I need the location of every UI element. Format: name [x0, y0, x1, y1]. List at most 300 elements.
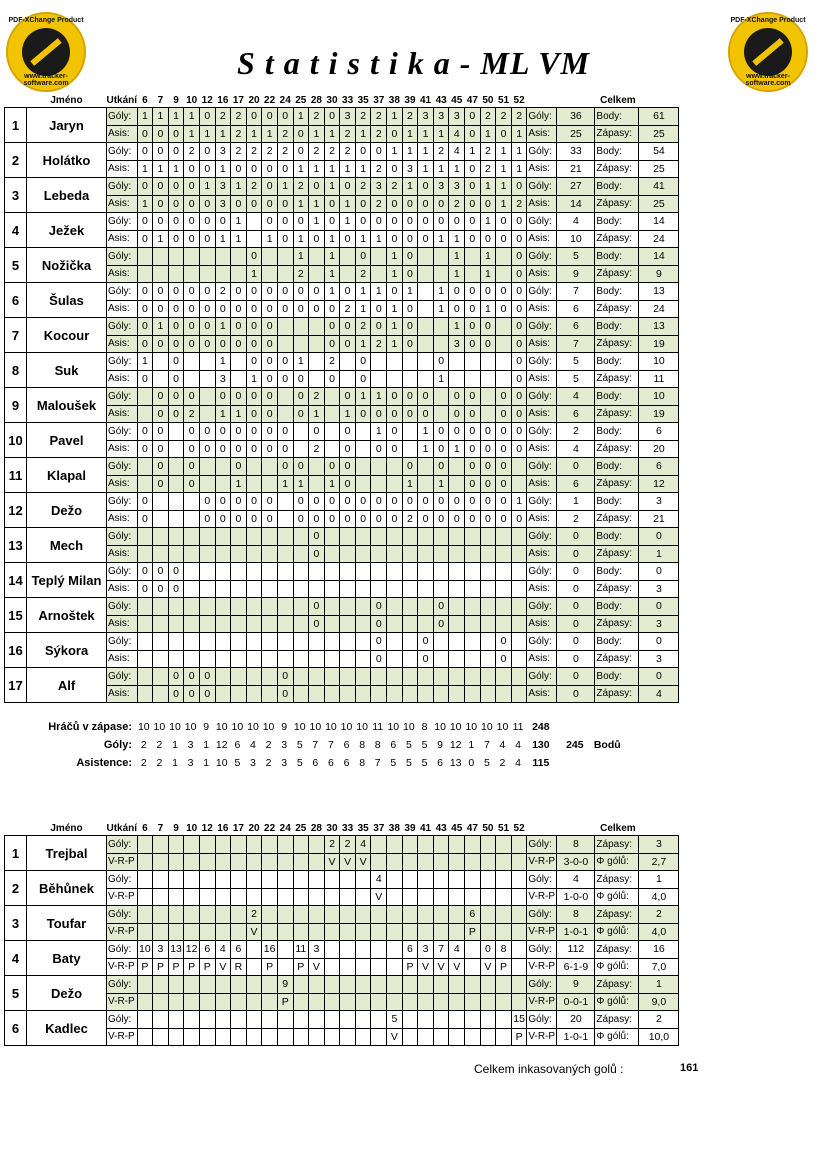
row-label: Góly:	[107, 668, 138, 686]
match-cell	[480, 976, 496, 994]
match-cell	[465, 370, 481, 388]
match-cell: 2	[371, 160, 387, 178]
total-label: Góly:	[527, 871, 557, 889]
player-row	[5, 108, 679, 126]
match-cell: 0	[480, 195, 496, 213]
match-cell: 0	[246, 423, 262, 441]
match-cell	[511, 923, 527, 941]
match-cell: 0	[418, 213, 434, 231]
match-cell: 0	[153, 283, 169, 301]
match-cell	[340, 958, 356, 976]
match-cell	[153, 976, 169, 994]
match-cell: 0	[168, 388, 184, 406]
match-cell: 0	[153, 388, 169, 406]
total-label: Góly:	[527, 178, 557, 196]
match-cell	[433, 923, 449, 941]
summary-label: Zápasy:	[595, 510, 639, 528]
summary-value: 8	[421, 721, 428, 733]
player-name: Mech	[27, 528, 107, 563]
match-cell	[340, 923, 356, 941]
match-cell	[340, 615, 356, 633]
match-cell	[387, 475, 403, 493]
match-cell	[153, 685, 169, 703]
match-cell: 0	[418, 650, 434, 668]
match-cell	[246, 545, 262, 563]
match-cell: 0	[262, 300, 278, 318]
match-cell	[387, 993, 403, 1011]
match-cell	[433, 1028, 449, 1046]
summary-label: Φ gólů:	[595, 853, 639, 871]
match-number: 28	[310, 94, 322, 106]
player-name: Holátko	[27, 143, 107, 178]
match-cell: 0	[309, 545, 325, 563]
match-cell	[153, 888, 169, 906]
match-cell	[231, 563, 247, 581]
match-cell: 0	[153, 213, 169, 231]
match-cell: 0	[465, 230, 481, 248]
match-cell: 0	[465, 318, 481, 336]
match-cell	[246, 993, 262, 1011]
match-cell: 0	[231, 195, 247, 213]
match-cell: 0	[402, 230, 418, 248]
match-cell	[262, 871, 278, 889]
match-cell: 0	[231, 458, 247, 476]
player-number: 10	[5, 423, 27, 458]
player-number: 2	[5, 143, 27, 178]
match-cell	[153, 545, 169, 563]
match-cell	[215, 685, 231, 703]
match-cell	[480, 853, 496, 871]
player-number: 4	[5, 941, 27, 976]
match-cell: 0	[153, 195, 169, 213]
match-cell	[277, 563, 293, 581]
match-cell	[137, 1028, 153, 1046]
player-number: 9	[5, 388, 27, 423]
summary-value: 10	[153, 721, 166, 733]
player-name: Dežo	[27, 493, 107, 528]
match-cell	[465, 563, 481, 581]
match-cell: 0	[168, 178, 184, 196]
match-cell	[465, 976, 481, 994]
match-cell: 0	[293, 125, 309, 143]
match-cell	[293, 1011, 309, 1029]
match-cell	[402, 685, 418, 703]
match-cell: 7	[433, 941, 449, 959]
stamp-text-bottom: www.tracker-software.com	[745, 73, 791, 87]
match-cell: 0	[184, 195, 200, 213]
match-cell: 0	[184, 668, 200, 686]
match-cell	[465, 248, 481, 266]
row-label: Góly:	[107, 976, 138, 994]
match-cell	[324, 633, 340, 651]
row-label: Asis:	[107, 265, 138, 283]
match-cell: 0	[433, 440, 449, 458]
match-cell: 0	[355, 370, 371, 388]
match-cell: 0	[184, 283, 200, 301]
match-cell: 0	[387, 493, 403, 511]
summary-value: 9	[639, 265, 679, 283]
total-label: Góly:	[527, 353, 557, 371]
total-label: Góly:	[527, 423, 557, 441]
match-cell: 1	[277, 178, 293, 196]
match-cell: V	[480, 958, 496, 976]
match-cell	[465, 633, 481, 651]
match-cell	[293, 906, 309, 924]
match-cell	[277, 1028, 293, 1046]
match-cell	[465, 1028, 481, 1046]
match-cell: 0	[277, 353, 293, 371]
match-cell	[324, 580, 340, 598]
match-cell	[402, 598, 418, 616]
match-cell: 0	[246, 388, 262, 406]
match-cell: 0	[465, 493, 481, 511]
match-cell	[168, 615, 184, 633]
match-cell	[449, 475, 465, 493]
match-cell	[402, 976, 418, 994]
match-cell: 0	[402, 300, 418, 318]
match-cell	[137, 545, 153, 563]
match-cell	[371, 685, 387, 703]
summary-value: 0	[639, 528, 679, 546]
match-cell: 0	[387, 440, 403, 458]
match-cell: 0	[199, 318, 215, 336]
match-cell	[465, 853, 481, 871]
match-cell: 0	[371, 650, 387, 668]
match-cell: 2	[277, 143, 293, 161]
match-cell	[262, 545, 278, 563]
match-cell: 1	[324, 248, 340, 266]
match-cell	[309, 650, 325, 668]
summary-label: Body:	[595, 668, 639, 686]
match-cell	[215, 528, 231, 546]
match-number: 39	[404, 822, 416, 834]
match-cell: 0	[433, 353, 449, 371]
player-row	[5, 458, 679, 476]
match-cell	[246, 615, 262, 633]
summary-value: 10	[184, 721, 197, 733]
match-cell	[277, 510, 293, 528]
match-number: 38	[388, 822, 400, 834]
player-row	[5, 265, 679, 283]
match-cell: P	[153, 958, 169, 976]
match-cell: 1	[293, 230, 309, 248]
player-row	[5, 598, 679, 616]
match-cell	[184, 370, 200, 388]
match-cell: 1	[215, 353, 231, 371]
match-cell	[387, 545, 403, 563]
match-cell: 0	[496, 510, 512, 528]
summary-value: 10	[309, 721, 322, 733]
match-cell	[449, 633, 465, 651]
match-cell	[215, 615, 231, 633]
summary-value: 0	[468, 757, 475, 769]
match-cell	[168, 650, 184, 668]
total-value: 4	[557, 440, 595, 458]
total-label: Góly:	[527, 318, 557, 336]
match-cell: 2	[371, 335, 387, 353]
match-cell: 0	[496, 475, 512, 493]
match-cell	[231, 545, 247, 563]
match-cell: 2	[340, 836, 356, 854]
summary-value: 10	[639, 388, 679, 406]
player-name: Lebeda	[27, 178, 107, 213]
match-cell: 0	[480, 335, 496, 353]
match-cell: 0	[402, 493, 418, 511]
match-cell	[480, 871, 496, 889]
match-cell: 12	[184, 941, 200, 959]
match-cell: 1	[402, 475, 418, 493]
match-cell	[511, 598, 527, 616]
match-cell: 0	[496, 405, 512, 423]
match-cell	[496, 335, 512, 353]
match-cell	[293, 528, 309, 546]
summary-value: 5	[405, 757, 412, 769]
match-cell: 1	[433, 125, 449, 143]
match-cell: 1	[324, 265, 340, 283]
match-cell: 0	[277, 668, 293, 686]
summary-row	[4, 754, 678, 772]
match-cell: 1	[199, 125, 215, 143]
summary-row	[4, 736, 678, 754]
total-value: 0	[557, 650, 595, 668]
match-cell	[199, 265, 215, 283]
summary-spacer	[638, 718, 678, 736]
summary-value: 10	[387, 721, 400, 733]
match-cell: 2	[324, 836, 340, 854]
match-cell	[309, 580, 325, 598]
match-cell: 1	[340, 213, 356, 231]
match-cell: 0	[511, 370, 527, 388]
match-cell: 0	[371, 143, 387, 161]
player-row	[5, 318, 679, 336]
match-cell	[496, 685, 512, 703]
match-cell: 4	[449, 143, 465, 161]
total-label: V-R-P	[527, 923, 557, 941]
total-value: 8	[557, 836, 595, 854]
match-cell: 2	[511, 108, 527, 126]
player-number: 12	[5, 493, 27, 528]
match-cell: 2	[215, 283, 231, 301]
total-label: Góly:	[527, 388, 557, 406]
match-cell: 0	[199, 143, 215, 161]
match-cell	[387, 888, 403, 906]
match-cell: 0	[262, 423, 278, 441]
match-cell: 0	[324, 370, 340, 388]
summary-label: Zápasy:	[595, 836, 639, 854]
match-cell: 0	[449, 493, 465, 511]
match-cell	[137, 475, 153, 493]
match-cell	[449, 871, 465, 889]
match-cell: 0	[418, 230, 434, 248]
match-cell	[387, 580, 403, 598]
match-cell: 1	[231, 213, 247, 231]
match-cell: 0	[340, 493, 356, 511]
match-cell	[355, 615, 371, 633]
match-cell: 1	[355, 388, 371, 406]
match-cell: 0	[137, 563, 153, 581]
match-cell: 0	[168, 370, 184, 388]
match-cell	[324, 563, 340, 581]
match-cell: 0	[262, 195, 278, 213]
match-cell	[433, 836, 449, 854]
match-cell	[153, 836, 169, 854]
match-cell	[246, 633, 262, 651]
match-cell: 4	[371, 871, 387, 889]
match-cell: 0	[371, 615, 387, 633]
match-cell: 1	[433, 160, 449, 178]
summary-label: Body:	[595, 213, 639, 231]
total-value: 0	[557, 615, 595, 633]
match-cell	[309, 318, 325, 336]
total-value: 5	[557, 248, 595, 266]
match-cell	[371, 853, 387, 871]
match-cell	[199, 888, 215, 906]
summary-value: 10	[434, 721, 446, 733]
total-label: Asis:	[527, 125, 557, 143]
match-cell	[371, 836, 387, 854]
match-cell	[418, 1028, 434, 1046]
match-cell	[324, 650, 340, 668]
summary-value: 5	[421, 739, 428, 751]
match-cell: 0	[262, 370, 278, 388]
match-cell: 0	[418, 633, 434, 651]
match-cell: 0	[433, 458, 449, 476]
row-label: Góly:	[107, 458, 138, 476]
match-cell: 1	[355, 125, 371, 143]
match-cell: 0	[355, 143, 371, 161]
total-value: 6	[557, 405, 595, 423]
match-cell	[137, 685, 153, 703]
match-cell	[387, 598, 403, 616]
match-cell	[433, 248, 449, 266]
summary-value: 9,0	[639, 993, 679, 1011]
match-cell: 1	[480, 265, 496, 283]
total-value: 1-0-1	[557, 1028, 595, 1046]
match-cell	[153, 650, 169, 668]
match-cell: 0	[168, 195, 184, 213]
summary-value: 6	[328, 757, 334, 769]
match-cell	[340, 1011, 356, 1029]
match-cell: 0	[153, 143, 169, 161]
match-cell: 0	[309, 528, 325, 546]
match-cell: 0	[231, 160, 247, 178]
row-label: Asis:	[107, 405, 138, 423]
match-cell	[215, 475, 231, 493]
summary-value: 9	[437, 739, 443, 751]
match-cell	[511, 958, 527, 976]
match-cell	[465, 545, 481, 563]
match-number: 52	[513, 822, 525, 834]
match-number: 7	[157, 822, 164, 834]
summary-value: 13	[639, 318, 679, 336]
match-cell	[418, 265, 434, 283]
summary-value: 20	[639, 440, 679, 458]
match-cell	[371, 1028, 387, 1046]
summary-value: 2	[156, 757, 163, 769]
match-cell: 0	[511, 213, 527, 231]
match-cell: 0	[293, 213, 309, 231]
match-cell	[465, 958, 481, 976]
match-cell	[277, 545, 293, 563]
total-label: V-R-P	[527, 1028, 557, 1046]
header-row	[5, 93, 679, 108]
match-cell	[387, 353, 403, 371]
match-number: 12	[201, 822, 213, 834]
match-cell: 0	[355, 353, 371, 371]
match-cell	[137, 976, 153, 994]
stamp-text-top: PDF-XChange Product	[8, 17, 84, 24]
match-cell	[371, 353, 387, 371]
player-row	[5, 213, 679, 231]
match-cell: 0	[246, 195, 262, 213]
match-cell	[153, 923, 169, 941]
player-number: 14	[5, 563, 27, 598]
match-cell	[340, 906, 356, 924]
match-cell	[184, 563, 200, 581]
match-cell	[387, 853, 403, 871]
match-cell	[496, 248, 512, 266]
summary-value: 7,0	[639, 958, 679, 976]
match-cell: 3	[215, 143, 231, 161]
match-cell	[449, 1028, 465, 1046]
match-cell	[480, 685, 496, 703]
match-cell	[293, 923, 309, 941]
match-cell: 1	[231, 405, 247, 423]
match-cell	[199, 248, 215, 266]
header-matches: Utkání	[106, 822, 138, 834]
match-cell: 0	[324, 108, 340, 126]
total-label: Góly:	[527, 976, 557, 994]
player-row	[5, 976, 679, 994]
match-cell: 0	[402, 318, 418, 336]
match-cell: 0	[496, 300, 512, 318]
row-label: Asis:	[107, 300, 138, 318]
player-row	[5, 405, 679, 423]
match-cell: 1	[449, 265, 465, 283]
summary-label: Zápasy:	[595, 650, 639, 668]
match-cell	[277, 941, 293, 959]
summary-value: 19	[639, 405, 679, 423]
player-name: Klapal	[27, 458, 107, 493]
match-cell	[496, 545, 512, 563]
summary-value: 6	[639, 423, 679, 441]
summary-label: Body:	[595, 598, 639, 616]
match-cell	[355, 923, 371, 941]
match-cell	[433, 853, 449, 871]
match-cell	[184, 976, 200, 994]
match-cell: V	[309, 958, 325, 976]
match-cell: 2	[480, 160, 496, 178]
row-label: Góly:	[107, 423, 138, 441]
row-label: V-R-P	[107, 958, 138, 976]
match-number: 17	[232, 822, 244, 834]
match-cell	[153, 633, 169, 651]
summary-value: 10	[137, 721, 150, 733]
match-cell: 0	[293, 458, 309, 476]
match-cell	[496, 888, 512, 906]
match-cell: 0	[184, 160, 200, 178]
match-cell	[137, 668, 153, 686]
match-number: 37	[373, 94, 385, 106]
total-label: Góly:	[527, 248, 557, 266]
summary-value: 10	[325, 721, 337, 733]
player-stats-table	[4, 93, 679, 703]
match-cell	[324, 976, 340, 994]
match-cell: 0	[262, 440, 278, 458]
match-cell: 2	[433, 143, 449, 161]
player-row	[5, 993, 679, 1011]
match-cell	[511, 650, 527, 668]
